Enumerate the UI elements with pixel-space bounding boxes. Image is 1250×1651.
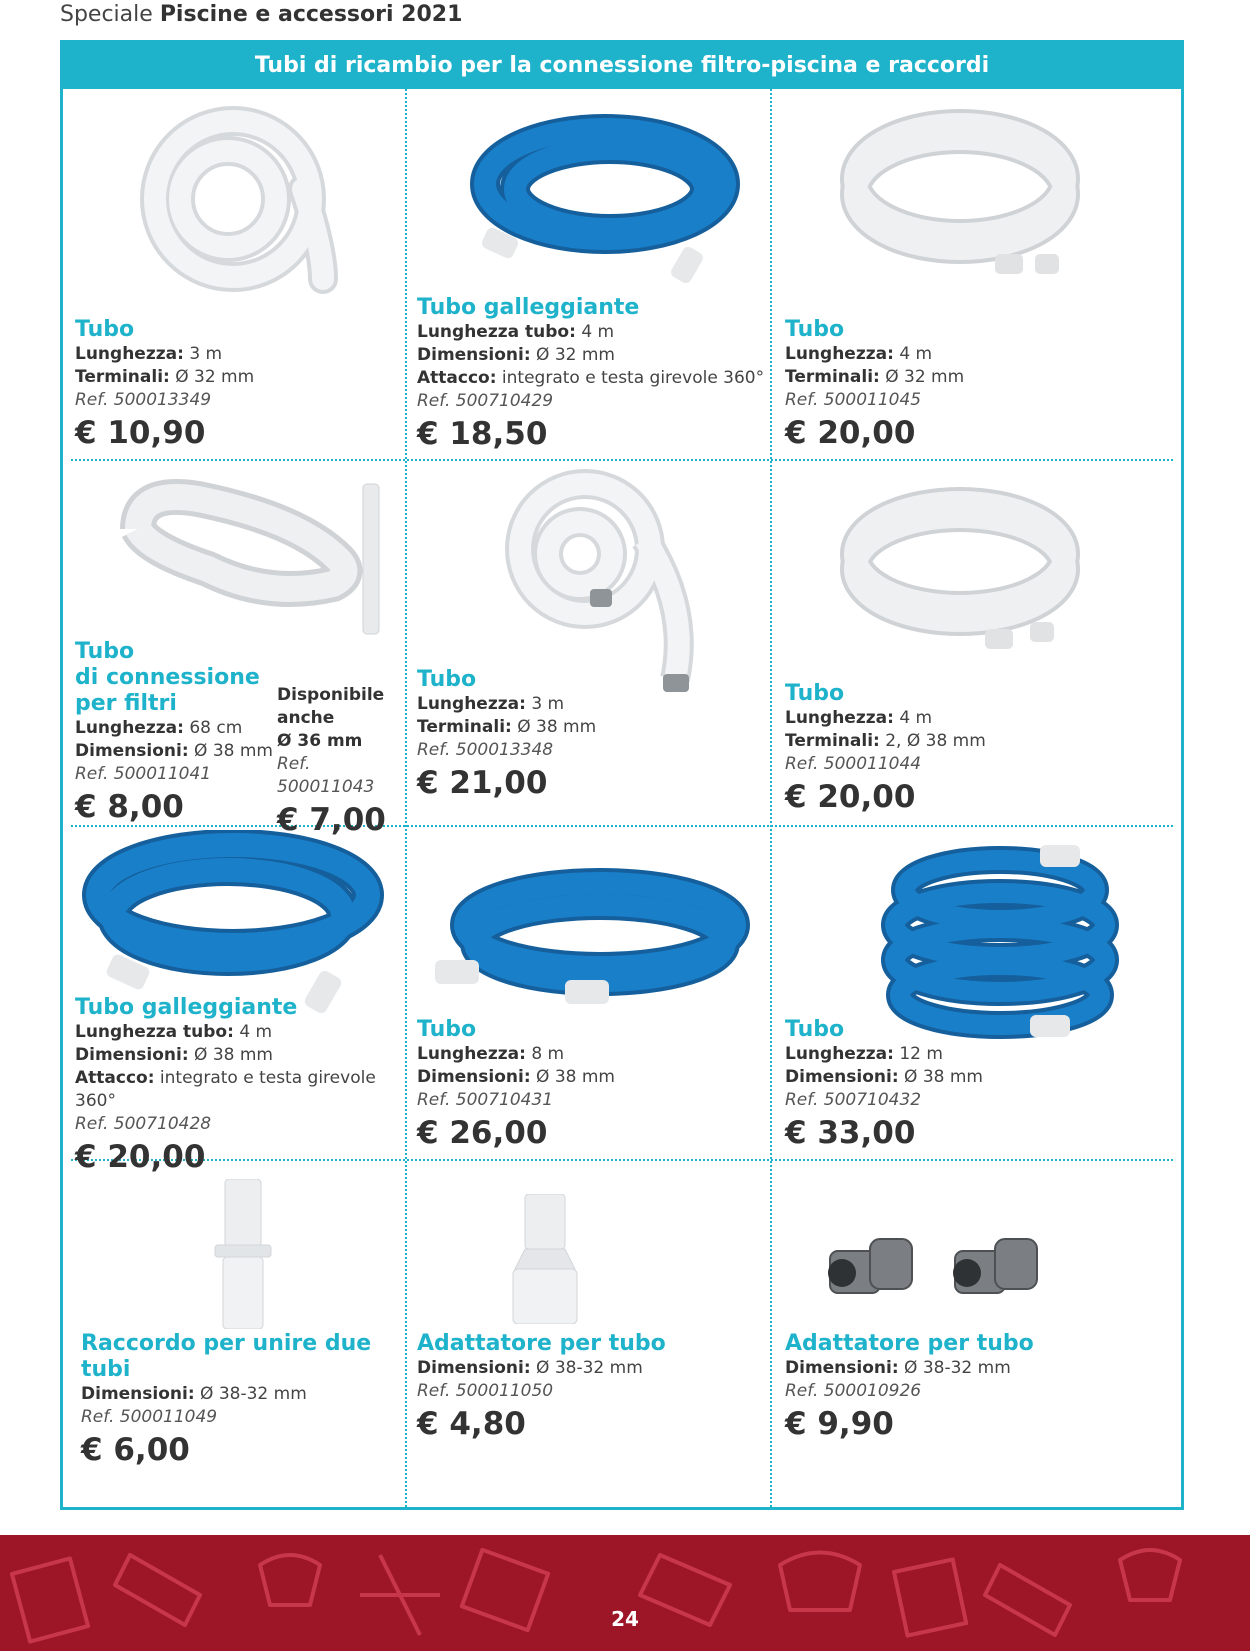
product-card: [63, 89, 405, 459]
spec-length: Lunghezza: 8 m: [417, 1044, 565, 1064]
spec-dimensions: Dimensioni: Ø 38-32 mm: [785, 1358, 1011, 1378]
blue-hose-image: [425, 855, 755, 1025]
product-title: Adattatore per tubo: [785, 1331, 1034, 1356]
product-title: Tubo: [417, 1017, 477, 1042]
product-ref: Ref. 500710432: [785, 1090, 922, 1110]
product-title: Tubo galleggiante: [417, 295, 640, 320]
tools-pattern-decoration: [0, 1535, 1250, 1651]
product-price: € 21,00: [417, 765, 548, 801]
spec-dimensions: Dimensioni: Ø 38-32 mm: [81, 1384, 307, 1404]
spec-length: Lunghezza: 4 m: [785, 708, 933, 728]
spec-terminals: Terminali: Ø 32 mm: [75, 367, 255, 387]
product-ref: Ref. 500011049: [81, 1407, 218, 1427]
header-prefix: Speciale: [60, 2, 153, 27]
spec-dimensions: Dimensioni: Ø 38 mm: [785, 1067, 983, 1087]
alt-size: Ø 36 mm: [277, 731, 363, 751]
spec-length: Lunghezza: 68 cm: [75, 718, 243, 738]
spec-length: Lunghezza: 4 m: [785, 344, 933, 364]
spec-dimensions: Dimensioni: Ø 38 mm: [417, 1067, 615, 1087]
spec-length: Lunghezza tubo: 4 m: [75, 1022, 273, 1042]
product-ref: Ref. 500011050: [417, 1381, 554, 1401]
product-card: [63, 1159, 405, 1513]
product-card: [770, 1159, 1181, 1513]
product-card: [405, 459, 770, 825]
section-banner: Tubi di ricambio per la connessione filtro-piscina e raccordi: [63, 43, 1181, 89]
product-price: € 26,00: [417, 1115, 548, 1151]
spec-length: Lunghezza: 12 m: [785, 1044, 943, 1064]
product-price: € 6,00: [81, 1432, 190, 1468]
spec-dimensions: Dimensioni: Ø 38-32 mm: [417, 1358, 643, 1378]
page-number: 24: [611, 1607, 639, 1631]
product-ref: Ref. 500011045: [785, 390, 922, 410]
product-price: € 4,80: [417, 1406, 526, 1442]
spec-attachment: Attacco: integrato e testa girevole 360°: [75, 1068, 376, 1111]
blue-floating-hose-image: [78, 830, 388, 1015]
spec-dimensions: Dimensioni: Ø 32 mm: [417, 345, 615, 365]
hose-connector-image: [213, 1179, 273, 1329]
product-price: € 20,00: [785, 779, 916, 815]
spec-dimensions: Dimensioni: Ø 38 mm: [75, 741, 273, 761]
alt-label-line: anche: [277, 708, 335, 728]
product-title: Tubo galleggiante: [75, 995, 298, 1020]
spec-terminals: Terminali: 2, Ø 38 mm: [785, 731, 986, 751]
product-price: € 18,50: [417, 416, 548, 452]
filter-connection-hose-image: [118, 479, 398, 639]
spec-dimensions: Dimensioni: Ø 38 mm: [75, 1045, 273, 1065]
hose-adapter-image: [505, 1194, 585, 1324]
alt-ref: Ref. 500011043: [277, 754, 375, 797]
metal-adapter-pair-image: [820, 1229, 1070, 1309]
product-price: € 20,00: [75, 1139, 206, 1175]
spec-length: Lunghezza tubo: 4 m: [417, 322, 615, 342]
product-title: Tubo: [75, 317, 135, 342]
product-title: Tubo: [417, 667, 477, 692]
white-hose-coil-image: [113, 99, 363, 299]
product-ref: Ref. 500011044: [785, 754, 922, 774]
product-title-line: Tubo: [75, 639, 135, 664]
product-price: € 10,90: [75, 415, 206, 451]
product-ref: Ref. 500710431: [417, 1090, 554, 1110]
header-title: Piscine e accessori 2021: [159, 2, 463, 27]
blue-floating-hose-image: [465, 104, 745, 294]
product-price: € 9,90: [785, 1406, 894, 1442]
product-ref: Ref. 500010926: [785, 1381, 922, 1401]
product-card: [770, 825, 1181, 1159]
product-ref: Ref. 500013348: [417, 740, 554, 760]
product-card: [770, 459, 1181, 825]
alternative-variant: [277, 684, 405, 839]
product-ref: Ref. 500710428: [75, 1114, 212, 1134]
spec-length: Lunghezza: 3 m: [75, 344, 223, 364]
page-footer: [0, 1535, 1250, 1651]
product-card: [405, 1159, 770, 1513]
alt-price: € 7,00: [277, 802, 386, 838]
alt-label-line: Disponibile: [277, 685, 385, 705]
spec-attachment: Attacco: integrato e testa girevole 360°: [417, 368, 765, 388]
product-title: Adattatore per tubo: [417, 1331, 666, 1356]
product-ref: Ref. 500011041: [75, 764, 212, 784]
product-title: Raccordo per unire due tubi: [81, 1331, 372, 1382]
spec-terminals: Terminali: Ø 32 mm: [785, 367, 965, 387]
white-hose-coil-image: [835, 104, 1085, 294]
white-hose-coil-image: [495, 469, 715, 699]
product-title: Tubo: [785, 681, 845, 706]
product-ref: Ref. 500013349: [75, 390, 212, 410]
product-card: [63, 825, 405, 1175]
product-title-line: per filtri: [75, 691, 177, 716]
product-price: € 20,00: [785, 415, 916, 451]
spec-terminals: Terminali: Ø 38 mm: [417, 717, 597, 737]
spec-length: Lunghezza: 3 m: [417, 694, 565, 714]
page-header: [60, 2, 462, 27]
product-card: [405, 89, 770, 459]
product-price: € 33,00: [785, 1115, 916, 1151]
product-card: [770, 89, 1181, 459]
product-price: € 8,00: [75, 789, 184, 825]
product-title: Tubo: [785, 317, 845, 342]
product-card: [63, 459, 405, 838]
product-title: Tubo: [785, 1017, 845, 1042]
product-title-line: di connessione: [75, 665, 260, 690]
product-ref: Ref. 500710429: [417, 391, 554, 411]
white-hose-coil-image: [835, 484, 1085, 664]
product-card: [405, 825, 770, 1159]
catalog-frame: [60, 40, 1184, 1510]
product-grid: [63, 89, 1181, 1507]
